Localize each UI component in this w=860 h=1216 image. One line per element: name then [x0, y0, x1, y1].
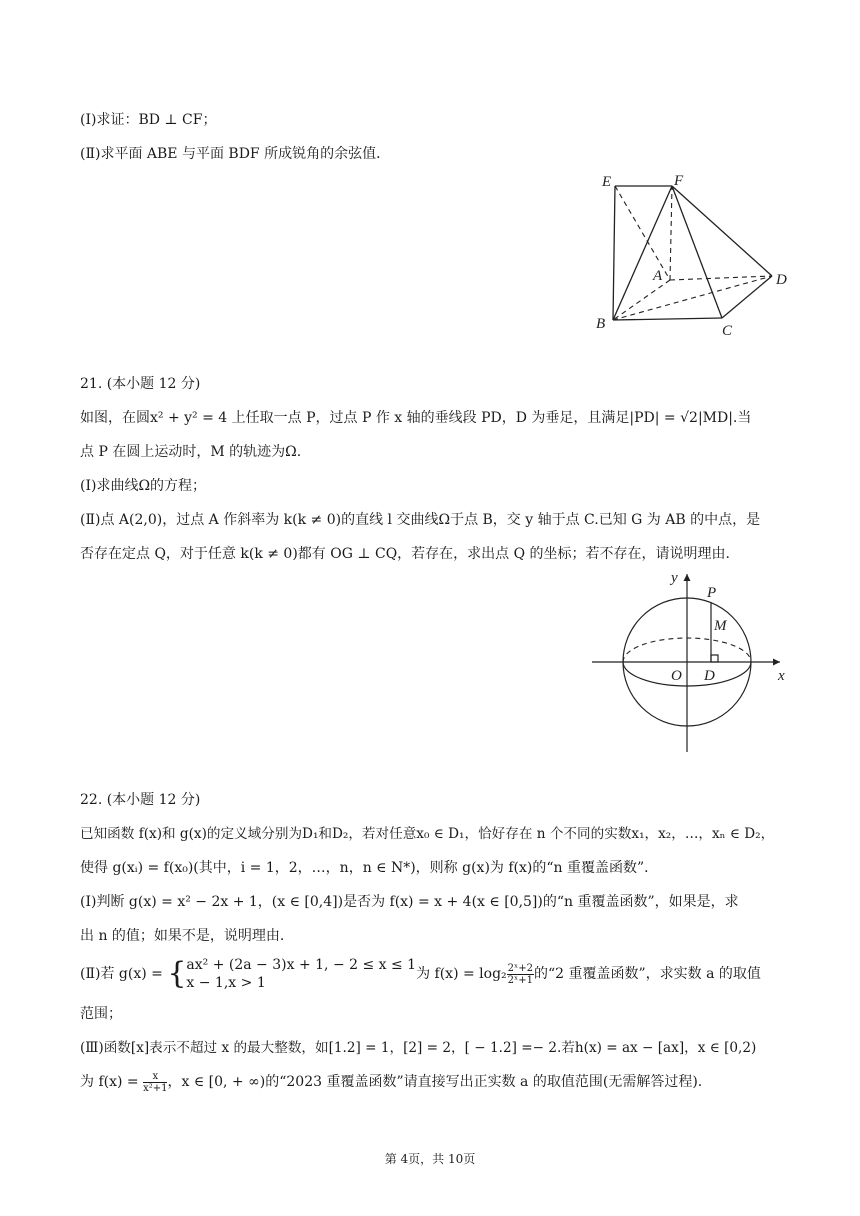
q22-part2-prefix: (Ⅱ)若 g(x) = [80, 966, 168, 982]
frac-denominator: x²+1 [143, 1082, 168, 1094]
label-x: x [778, 668, 785, 684]
frac-denominator: 2ˣ+1 [507, 974, 533, 986]
q21-stem-line1: 如图，在圆x² + y² = 4 上任取一点 P，过点 P 作 x 轴的垂线段 PD，D 为垂足，且满足|PD| = √2|MD|.当 [80, 410, 752, 426]
q22-header: 22. (本小题 12 分) [80, 792, 201, 808]
q22-part3-line2 [80, 1068, 702, 1096]
label-F: F [674, 173, 684, 189]
q22-part3-prefix: 为 f(x) = [80, 1074, 144, 1090]
page-footer: 第 4页，共 10页 [384, 1152, 476, 1166]
label-D: D [704, 668, 715, 684]
label-P: P [707, 585, 717, 601]
label-M: M [714, 618, 727, 634]
frac-numerator: x [143, 1071, 167, 1083]
q22-part2-line2: 范围； [80, 1006, 122, 1022]
q22-part3-line1: (Ⅲ)函数[x]表示不超过 x 的最大整数，如[1.2] = 1，[2] = 2，[ − 1.2] =− 2.若h(x) = ax − [ax]，x ∈ [0,2) [80, 1040, 757, 1056]
label-D: D [776, 272, 787, 288]
q22-part1-line2: 出 n 的值；如果不是，说明理由. [80, 928, 285, 944]
cases-brace: { [167, 956, 187, 991]
q21-part1: (Ⅰ)求曲线Ω的方程； [80, 478, 207, 494]
q21-stem-line2: 点 P 在圆上运动时，M 的轨迹为Ω. [80, 444, 302, 460]
f-fraction [143, 1071, 167, 1094]
case-1: ax² + (2a − 3)x + 1, − 2 ≤ x ≤ 1 [186, 957, 417, 973]
q20-part1: (Ⅰ)求证：BD ⊥ CF； [80, 112, 217, 128]
q22-part2-mid: 为 f(x) = log₂ [416, 966, 507, 982]
label-A: A [653, 268, 663, 284]
q21-circle-figure [590, 566, 800, 756]
label-C: C [722, 323, 733, 339]
frac-numerator: 2ˣ+2 [507, 962, 533, 974]
q22-part3-suffix: ，x ∈ [0, + ∞)的“2023 重覆盖函数”请直接写出正实数 a 的取值范围(无需解答过程). [167, 1074, 703, 1090]
piecewise-cases [186, 956, 416, 992]
q20-part2: (Ⅱ)求平面 ABE 与平面 BDF 所成锐角的余弦值． [80, 146, 391, 162]
case-2: x − 1,x > 1 [186, 975, 266, 991]
q22-stem-line2: 使得 g(xᵢ) = f(x₀)(其中，i = 1，2，…，n，n ∈ N*)，则称 g(x)为 f(x)的“n 重覆盖函数”． [80, 860, 659, 876]
q21-header: 21. (本小题 12 分) [80, 376, 201, 392]
q21-part2-line2: 否存在定点 Q，对于任意 k(k ≠ 0)都有 OG ⊥ CQ，若存在，求出点 Q 的坐标；若不存在，请说明理由. [80, 546, 730, 562]
q22-stem-line1: 已知函数 f(x)和 g(x)的定义域分别为D₁和D₂，若对任意x₀ ∈ D₁，恰好存在 n 个不同的实数x₁，x₂，…，xₙ ∈ D₂， [80, 826, 775, 842]
label-E: E [602, 174, 612, 190]
q22-part2-line1 [80, 956, 761, 992]
q21-part2-line1: (Ⅱ)点 A(2,0)，过点 A 作斜率为 k(k ≠ 0)的直线 l 交曲线Ω于点 B，交 y 轴于点 C.已知 G 为 AB 的中点，是 [80, 512, 761, 528]
q22-part2-suffix: 的“2 重覆盖函数”，求实数 a 的取值 [534, 966, 761, 982]
q20-solid-figure [590, 168, 800, 343]
label-y: y [671, 570, 678, 586]
label-O: O [671, 668, 682, 684]
log-fraction [507, 963, 534, 986]
label-B: B [596, 316, 606, 332]
q22-part1-line1: (Ⅰ)判断 g(x) = x² − 2x + 1，(x ∈ [0,4])是否为 f(x) = x + 4(x ∈ [0,5])的“n 重覆盖函数”，如果是，求 [80, 894, 739, 910]
